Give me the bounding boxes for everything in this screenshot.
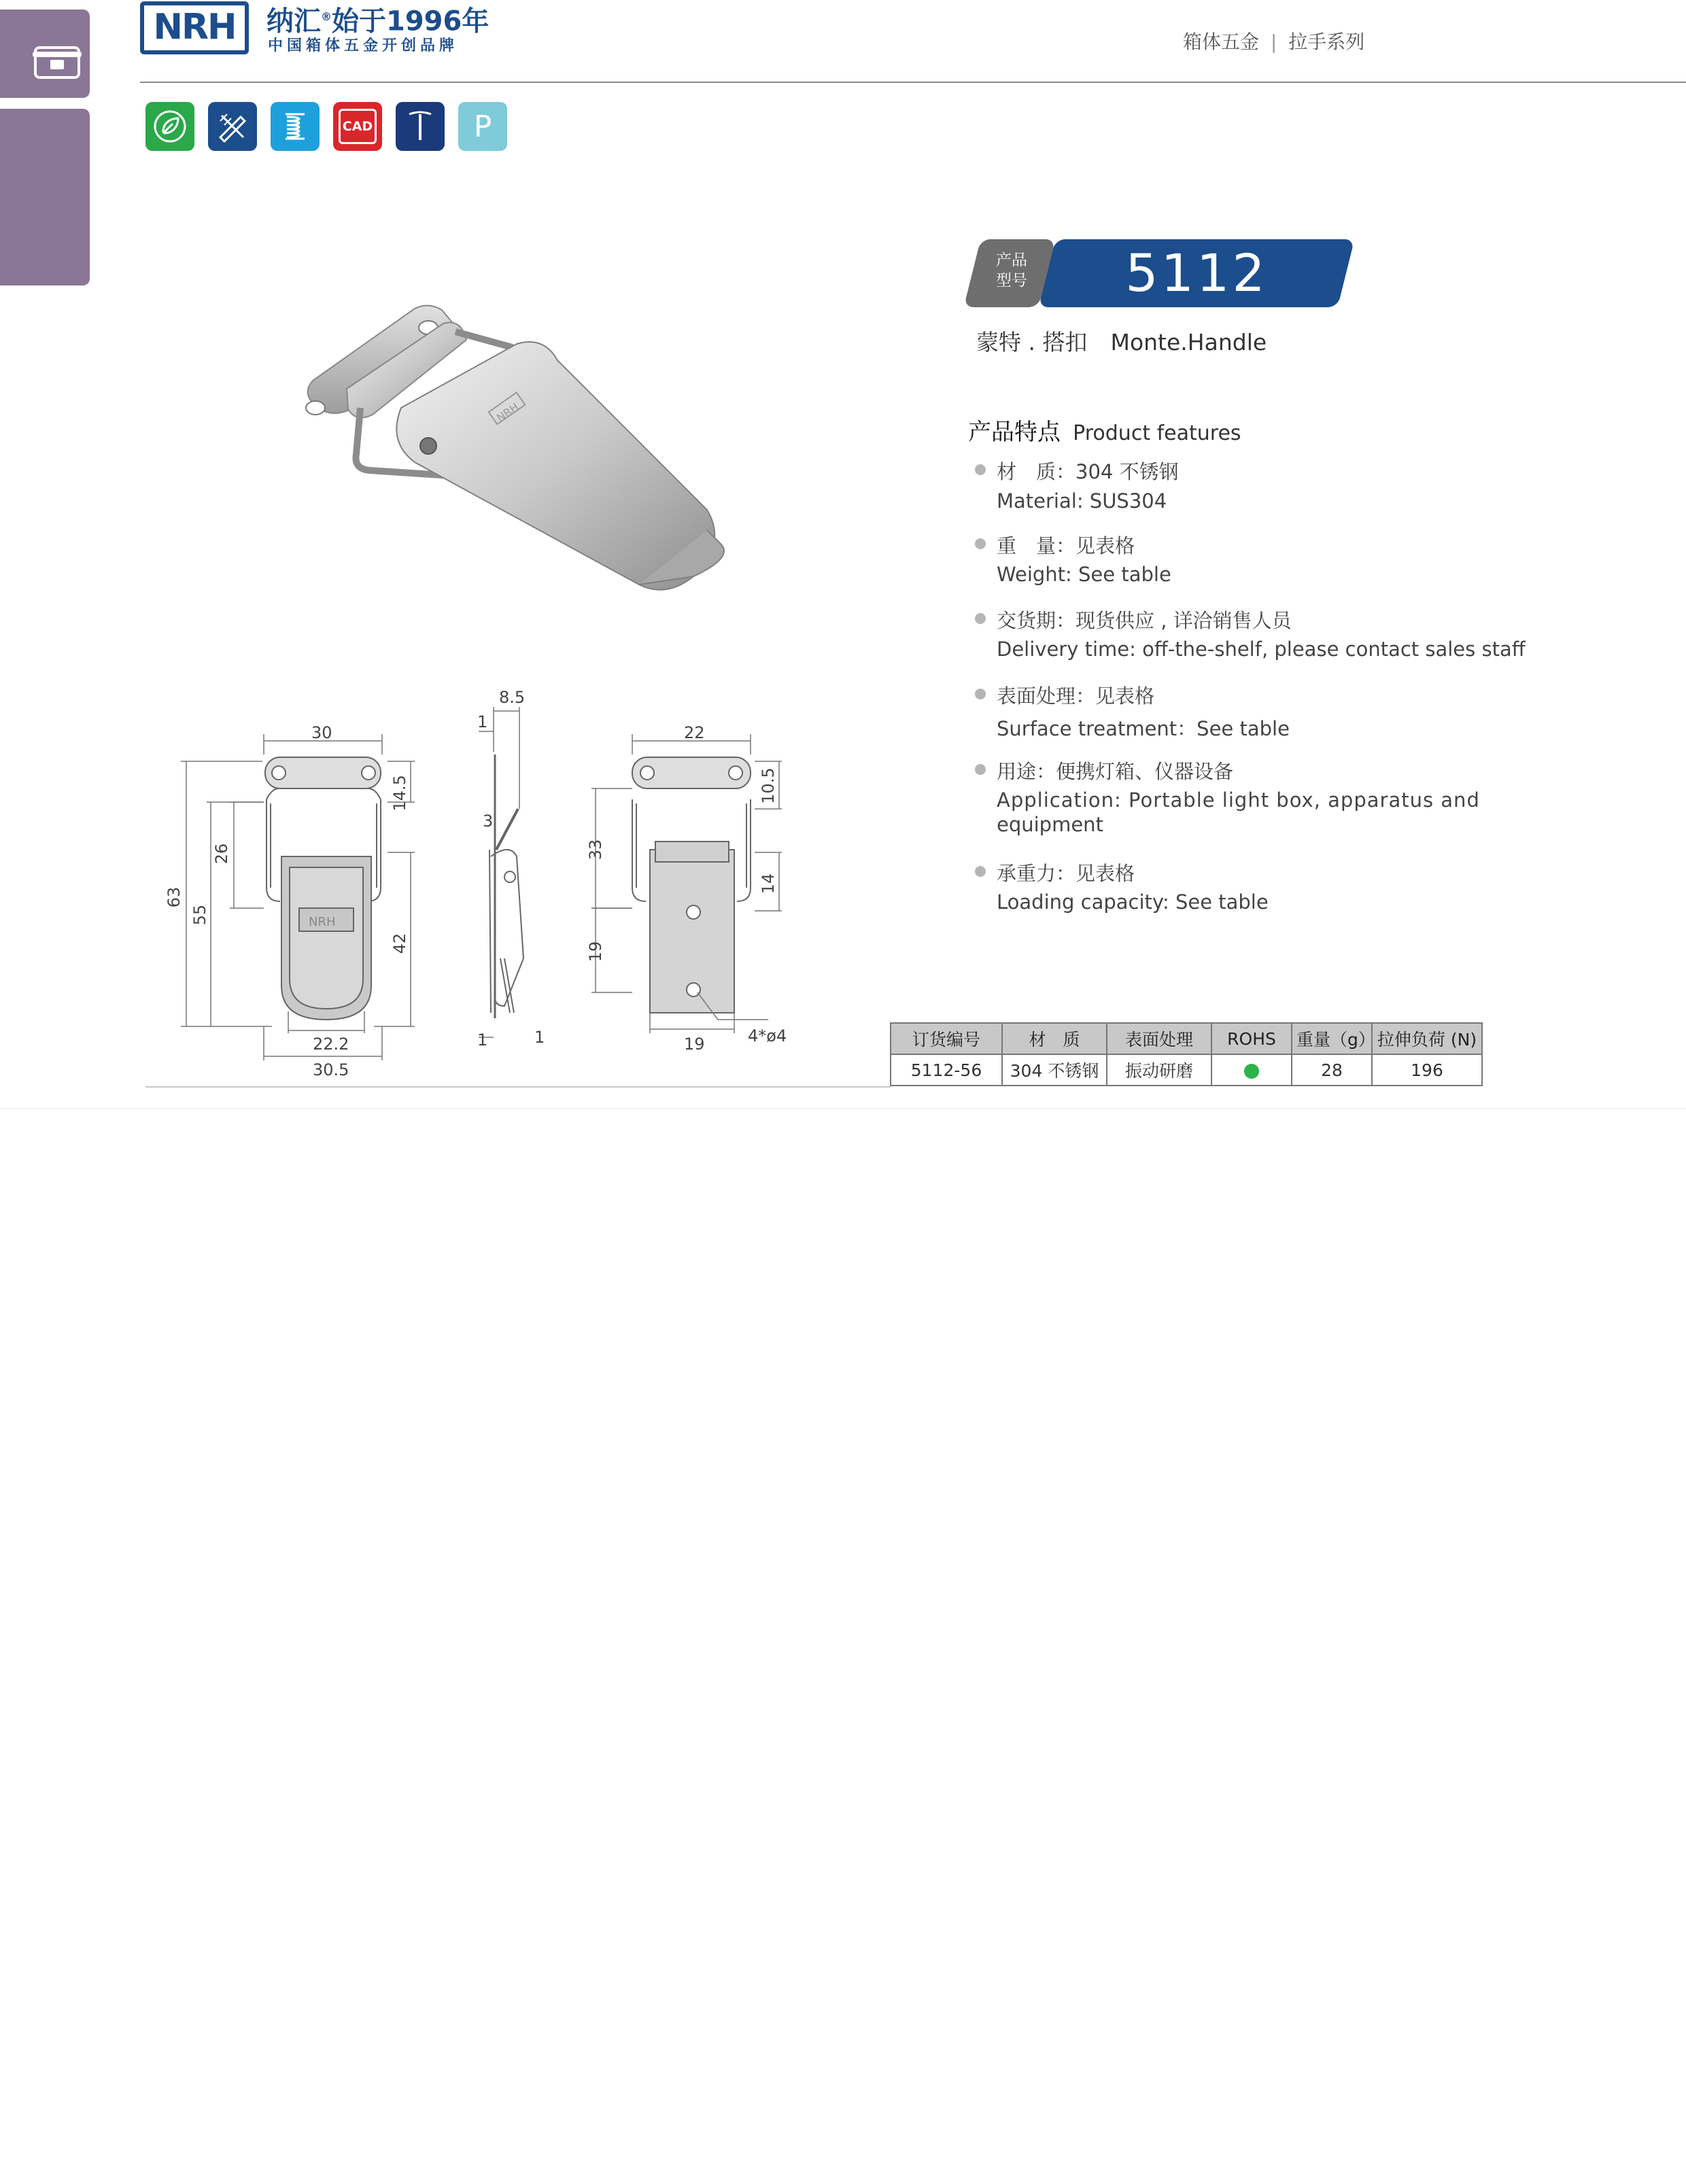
table-header-row — [891, 1023, 1482, 1054]
model-number: 5112 — [1125, 243, 1268, 303]
feature-delivery-en: Delivery time: off-the-shelf, please contact sales staff — [997, 638, 1526, 661]
case-latch-icon — [0, 10, 90, 98]
breadcrumb-separator: | — [1270, 31, 1277, 53]
col-load: 拉伸负荷 (N) — [1372, 1023, 1482, 1054]
rohs-compliant-icon — [1244, 1064, 1259, 1079]
dim-back-19-horizontal: 19 — [684, 1035, 705, 1054]
brand-slogan: 中国箱体五金开创品牌 — [268, 37, 459, 54]
cell-order-code: 5112-56 — [891, 1054, 1002, 1086]
breadcrumb-category[interactable]: 箱体五金 — [1183, 31, 1260, 53]
header-divider — [140, 82, 1686, 83]
back-view — [632, 757, 751, 1013]
col-order-code: 订货编号 — [891, 1023, 1002, 1054]
feature-material-cn: 材 质：304 不锈钢 — [997, 460, 1179, 483]
cell-load: 196 — [1372, 1054, 1482, 1086]
page-divider — [0, 1108, 1686, 1109]
feature-surface-en: Surface treatment：See table — [997, 717, 1290, 740]
bullet-icon — [975, 764, 986, 775]
product-photo — [286, 299, 748, 639]
dim-back-22: 22 — [684, 723, 705, 742]
bullet-icon — [975, 464, 986, 475]
feature-load-cn: 承重力：见表格 — [997, 862, 1135, 885]
dim-back-holes: 4*ø4 — [748, 1026, 787, 1045]
col-finish: 表面处理 — [1107, 1023, 1211, 1054]
spring-icon — [271, 102, 320, 151]
cell-material: 304 不锈钢 — [1002, 1054, 1107, 1086]
feature-weight-cn: 重 量：见表格 — [997, 534, 1135, 557]
bullet-icon — [975, 866, 986, 877]
design-tools-icon — [208, 102, 257, 151]
feature-weight-en: Weight: See table — [997, 563, 1171, 586]
breadcrumb — [1183, 27, 1364, 54]
side-view — [489, 755, 523, 1018]
dim-front-width-top: 30 — [311, 723, 332, 742]
dim-side-8-5: 8.5 — [499, 688, 526, 707]
dim-front-26: 26 — [212, 843, 231, 865]
side-tab-section[interactable] — [0, 109, 90, 285]
product-name: 蒙特 . 搭扣 Monte.Handle — [976, 329, 1267, 356]
product-label-text: 产品 型号 — [996, 252, 1027, 290]
dim-front-63: 63 — [165, 886, 184, 908]
svg-text:NRH: NRH — [494, 400, 521, 425]
features-title: 产品特点 Product features — [968, 419, 1241, 446]
feature-application-en: Application: Portable light box, apparatus and — [997, 788, 1480, 812]
col-rohs: ROHS — [1211, 1023, 1292, 1054]
p-icon: P — [458, 102, 507, 151]
spec-table — [890, 1022, 1483, 1086]
feature-load-en: Loading capacity: See table — [997, 890, 1269, 914]
dim-side-1-top: 1 — [477, 712, 488, 731]
dim-front-30-5: 30.5 — [313, 1060, 349, 1079]
technical-drawing — [156, 687, 809, 1094]
dim-back-14: 14 — [759, 873, 778, 895]
dim-back-19-vertical: 19 — [586, 941, 605, 963]
feature-application-en-line2: equipment — [997, 813, 1103, 836]
col-weight: 重量（g） — [1292, 1023, 1372, 1054]
cell-weight: 28 — [1292, 1054, 1372, 1086]
cell-finish: 振动研磨 — [1107, 1054, 1211, 1086]
side-tab-category[interactable] — [0, 10, 90, 98]
bullet-icon — [975, 613, 986, 624]
feature-application-cn: 用途：便携灯箱、仪器设备 — [997, 760, 1234, 783]
dim-back-33: 33 — [586, 839, 605, 861]
bullet-icon — [975, 538, 986, 549]
dim-front-42: 42 — [390, 933, 409, 954]
breadcrumb-series[interactable]: 拉手系列 — [1288, 31, 1365, 53]
dim-side-3: 3 — [483, 812, 494, 831]
feature-delivery-cn: 交货期：现货供应 , 详洽销售人员 — [997, 609, 1292, 632]
cell-rohs — [1211, 1054, 1292, 1086]
dim-front-14-5: 14.5 — [390, 775, 409, 812]
feature-surface-cn: 表面处理：见表格 — [997, 684, 1155, 708]
dim-side-1-angle: 1 — [534, 1028, 545, 1047]
section-divider — [145, 1086, 891, 1088]
dim-side-1-bottom: 1 — [477, 1030, 488, 1050]
dim-front-55: 55 — [190, 904, 209, 926]
feature-material-en: Material: SUS304 — [997, 489, 1167, 513]
bullet-icon — [975, 689, 986, 699]
brand-logo: NRH — [140, 1, 249, 54]
dim-back-10-5: 10.5 — [759, 767, 778, 804]
brand-name: 纳汇®始于1996年 — [266, 5, 489, 37]
col-material: 材 质 — [1002, 1023, 1107, 1054]
front-view — [265, 757, 381, 1020]
cad-file-icon: CAD — [333, 102, 382, 151]
drawing-logo: NRH — [309, 915, 336, 929]
rivet-icon — [396, 102, 445, 151]
eco-leaf-icon — [145, 102, 194, 151]
table-row — [891, 1054, 1482, 1086]
dim-front-22-2: 22.2 — [313, 1035, 349, 1054]
